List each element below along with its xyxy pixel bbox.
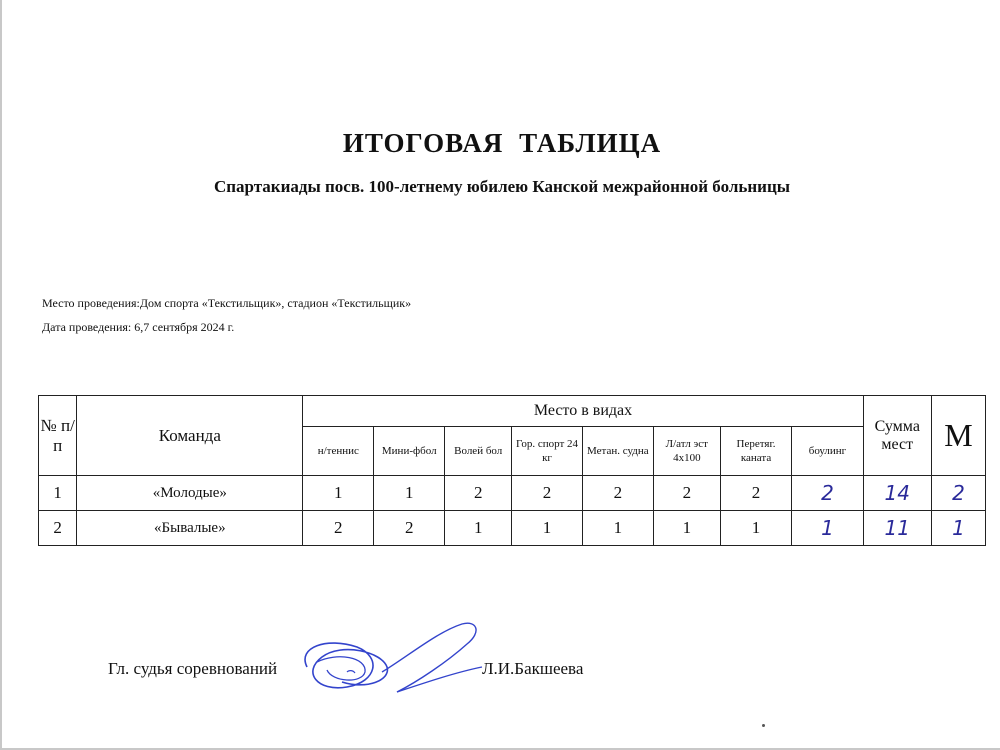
row-place: 2 [303, 511, 374, 546]
row-place: 2 [512, 476, 583, 511]
row-final-place-handwritten: 1 [931, 511, 985, 546]
table-row [39, 511, 986, 546]
row-place: 1 [445, 511, 512, 546]
row-place: 1 [512, 511, 583, 546]
venue-line: Место проведения:Дом спорта «Текстильщик», стадион «Текстильщик» [42, 296, 412, 310]
header-num: № п/п [39, 396, 77, 476]
header-sport: Волей бол [445, 427, 512, 476]
results-table [38, 395, 986, 546]
header-sport: боулинг [792, 427, 863, 476]
header-sport: н/теннис [303, 427, 374, 476]
date-line: Дата проведения: 6,7 сентября 2024 г. [42, 320, 235, 334]
row-num: 1 [39, 476, 77, 511]
stray-dot [762, 724, 765, 727]
header-sum: Сумма мест [863, 396, 931, 476]
header-place: М [931, 396, 985, 476]
row-place-handwritten: 2 [792, 476, 863, 511]
header-sport: Гор. спорт 24 кг [512, 427, 583, 476]
row-place: 2 [582, 476, 653, 511]
row-team: «Бывалые» [77, 511, 303, 546]
header-sport: Л/атл эст 4х100 [653, 427, 720, 476]
row-sum-handwritten: 14 [863, 476, 931, 511]
header-team: Команда [77, 396, 303, 476]
row-place: 1 [720, 511, 791, 546]
row-place: 2 [653, 476, 720, 511]
row-place-handwritten: 1 [792, 511, 863, 546]
header-sport: Мини-фбол [374, 427, 445, 476]
row-place: 1 [303, 476, 374, 511]
header-sport: Метан. судна [582, 427, 653, 476]
signature-icon [287, 612, 497, 707]
signature-name: Л.И.Бакшеева [482, 659, 584, 678]
header-sport: Перетяг. каната [720, 427, 791, 476]
document-subtitle: Спартакиады посв. 100-летнему юбилею Канской межрайонной больницы [213, 177, 791, 196]
document-title: ИТОГОВАЯ ТАБЛИЦА [342, 128, 662, 158]
row-final-place-handwritten: 2 [931, 476, 985, 511]
row-place: 1 [653, 511, 720, 546]
table-row [39, 476, 986, 511]
row-num: 2 [39, 511, 77, 546]
row-place: 1 [374, 476, 445, 511]
row-place: 1 [582, 511, 653, 546]
row-place: 2 [720, 476, 791, 511]
row-place: 2 [445, 476, 512, 511]
header-sports-group: Место в видах [303, 396, 863, 427]
table-header-row [39, 396, 986, 427]
row-team: «Молодые» [77, 476, 303, 511]
row-sum-handwritten: 11 [863, 511, 931, 546]
signature-label: Гл. судья соревнований [108, 659, 278, 678]
row-place: 2 [374, 511, 445, 546]
